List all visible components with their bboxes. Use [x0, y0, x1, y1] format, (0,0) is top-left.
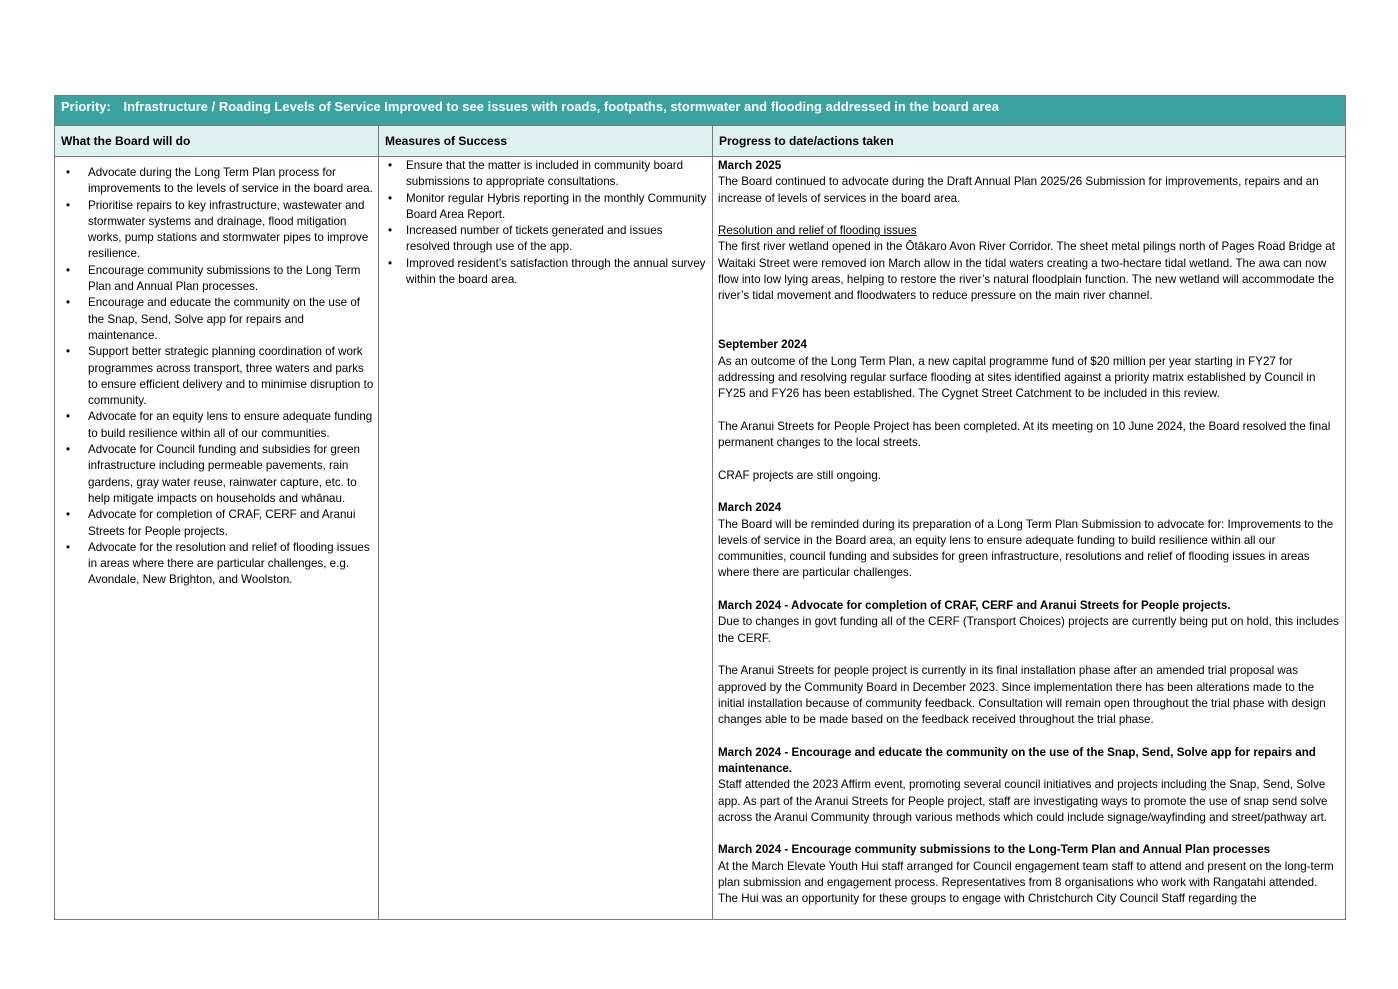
table-body-row — [55, 157, 1345, 920]
priority-table — [54, 95, 1346, 920]
section-text: The Aranui Streets for People Project has been completed. At its meeting on 10 June 2024, the Board resolved the final permanent changes to the local streets. — [718, 419, 1331, 450]
table-header-row — [55, 126, 1345, 157]
progress-cell — [713, 157, 1345, 920]
flooding-subheading: Resolution and relief of flooding issues — [718, 224, 917, 238]
list-item: • Advocate for Council funding and subsidies for green infrastructure including permeable pavements, rain gardens, gray water reuse, rainwater capture, etc. to help mitigate impacts on households and whānau. — [63, 442, 374, 507]
list-item: • Support better strategic planning coordination of work programmes across transport, three waters and parks to ensure efficient delivery and to minimise disruption to community. — [63, 344, 374, 409]
section-text: Staff attended the 2023 Affirm event, promoting several council initiatives and projects including the Snap, Send, Solve app. As part of the Aranui Streets for People project, staff are investigating ways to promote the use of snap send solve across the Aranui Community through various methods which could include signage/wayfinding and street/pathway art. — [718, 778, 1328, 824]
section-text: The Aranui Streets for people project is currently in its final installation phase after an amended trial proposal was approved by the Community Board in December 2023. Since implementation there has been alterations made to the initial installation because of community feedback. Consultation will remain open throughout the trial phase with design changes able to be made based on the feedback received throughout the trial phase. — [718, 664, 1326, 727]
measures-list — [386, 158, 708, 288]
list-item: • Advocate during the Long Term Plan process for improvements to the levels of service in the board area. — [63, 165, 374, 198]
list-item: • Advocate for completion of CRAF, CERF and Aranui Streets for People projects. — [63, 507, 374, 540]
section-title-march-2024: March 2024 — [718, 501, 782, 515]
board-actions-cell — [55, 157, 379, 920]
list-item: • Advocate for the resolution and relief of flooding issues in areas where there are particular challenges, e.g. Avondale, New Brighton, and Woolston. — [63, 540, 374, 589]
section-title-september-2024: September 2024 — [718, 338, 807, 352]
board-actions-list — [63, 165, 374, 589]
section-title-march-2024-snap-send-solve: March 2024 - Encourage and educate the community on the use of the Snap, Send, Solve app for repairs and maintenance. — [718, 745, 1316, 775]
priority-banner — [55, 96, 1345, 126]
priority-title: Infrastructure / Roading Levels of Service Improved to see issues with roads, footpaths, stormwater and flooding addressed in the board area — [123, 99, 1000, 114]
list-item: • Increased number of tickets generated and issues resolved through use of the app. — [386, 223, 708, 256]
list-item: • Improved resident’s satisfaction through the annual survey within the board area. — [386, 256, 708, 289]
section-text: Due to changes in govt funding all of the CERF (Transport Choices) projects are currently being put on hold, this includes the CERF. — [718, 615, 1339, 645]
section-text: CRAF projects are still ongoing. — [718, 468, 882, 482]
section-title-march-2024-submissions: March 2024 - Encourage community submissions to the Long-Term Plan and Annual Plan processes — [718, 843, 1271, 857]
header-board-actions: What the Board will do — [55, 126, 379, 156]
section-title-march-2024-craf: March 2024 - Advocate for completion of CRAF, CERF and Aranui Streets for People projects. — [718, 599, 1231, 613]
priority-label: Priority: — [61, 99, 111, 114]
list-item: • Encourage community submissions to the Long Term Plan and Annual Plan processes. — [63, 263, 374, 296]
section-text: The Board will be reminded during its preparation of a Long Term Plan Submission to advocate for: Improvements to the levels of service in the Board area, an equity lens to ensure adequate funding to build resilience within all our communities, council funding and subsides for green infrastructure, resolutions and relief of flooding issues in areas where there are particular challenges. — [718, 517, 1334, 580]
header-measures: Measures of Success — [379, 126, 713, 156]
section-text: The first river wetland opened in the Ōtākaro Avon River Corridor. The sheet metal pilings north of Pages Road Bridge at Waitaki Street were removed ion March allow in the tidal waters creating a two-hectare tidal wetland. The awa can now flow into low lying areas, helping to restore the river’s natural floodplain function. The new wetland will accommodate the river’s tidal movement and floodwaters to reduce pressure on the main river channel. — [718, 240, 1335, 303]
section-title-march-2025: March 2025 — [718, 159, 782, 172]
list-item: • Encourage and educate the community on the use of the Snap, Send, Solve app for repairs and maintenance. — [63, 295, 374, 344]
list-item: • Advocate for an equity lens to ensure adequate funding to build resilience within all of our communities. — [63, 409, 374, 442]
section-text: At the March Elevate Youth Hui staff arranged for Council engagement team staff to attend and present on the long-term plan submission and engagement process. Representatives from 8 organisations who work with Rangatahi attended. The Hui was an opportunity for these groups to engage with Christchurch City Council Staff regarding the — [718, 859, 1334, 906]
measures-cell — [379, 157, 713, 920]
list-item: • Monitor regular Hybris reporting in the monthly Community Board Area Report. — [386, 191, 708, 224]
list-item: • Prioritise repairs to key infrastructure, wastewater and stormwater systems and drainage, flood mitigation works, pump stations and stormwater pipes to improve resilience. — [63, 198, 374, 263]
header-progress: Progress to date/actions taken — [719, 134, 894, 148]
section-text: As an outcome of the Long Term Plan, a new capital programme fund of $20 million per year starting in FY27 for addressing and resolving regular surface flooding at sites identified against a priority matrix established by Council in FY25 and FY26 has been established. The Cygnet Street Catchment to be included in this review. — [718, 354, 1316, 401]
section-text: The Board continued to advocate during the Draft Annual Plan 2025/26 Submission for improvements, repairs and an increase of levels of services in the board area. — [718, 175, 1319, 205]
list-item: • Ensure that the matter is included in community board submissions to appropriate consultations. — [386, 158, 708, 191]
